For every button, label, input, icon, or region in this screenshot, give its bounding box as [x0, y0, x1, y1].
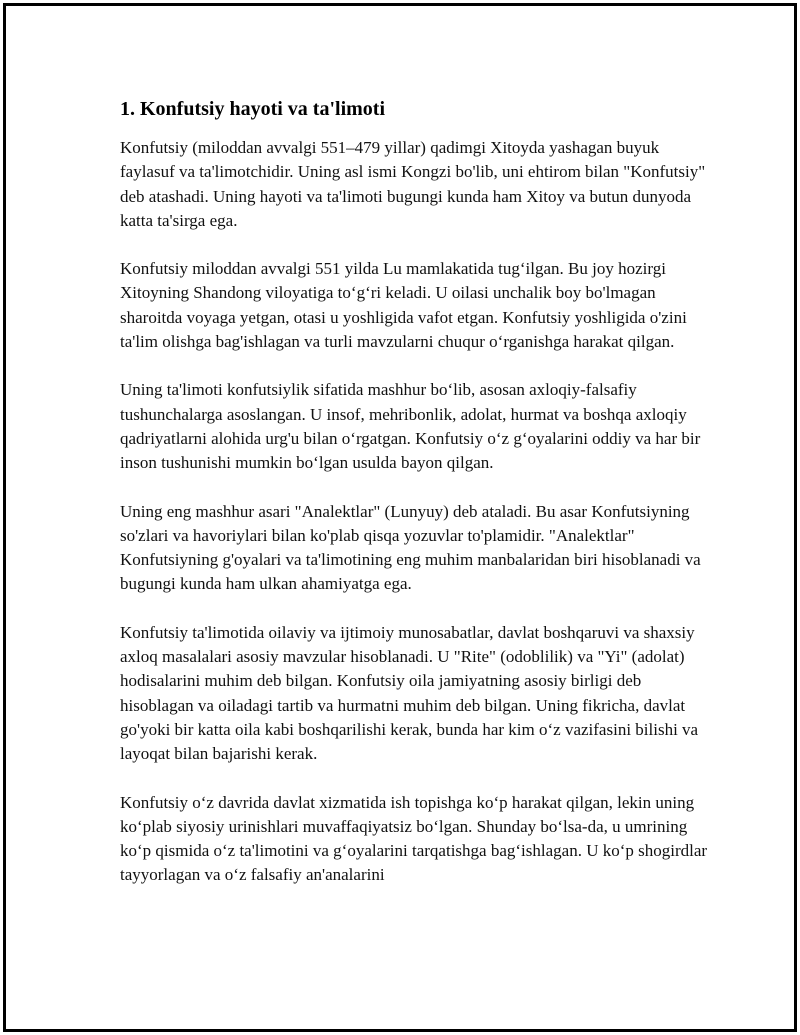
paragraph-birth: Konfutsiy miloddan avvalgi 551 yilda Lu mamlakatida tug‘ilgan. Bu joy hozirgi Xitoyning Shandong viloyatiga to‘g‘ri keladi. U oilasi unchalik boy bo'lmagan sharoitda voyaga yetgan, otasi u yoshligida vafot etgan. Konfutsiy yoshligida o'zini ta'lim olishga bag'ishlagan va turli mavzularni chuqur o‘rganishga harakat qilgan. — [120, 259, 687, 352]
section-heading: 1. Konfutsiy hayoti va ta'limoti — [120, 98, 386, 120]
paragraph-intro: Konfutsiy (miloddan avvalgi 551–479 yillar) qadimgi Xitoyda yashagan buyuk faylasuf va ta'limotchidir. Uning asl ismi Kongzi bo'lib, uni ehtirom bilan "Konfutsiy" deb atashadi. Uning hayoti va ta'limoti bugungi kunda ham Xitoy va butun dunyoda katta ta'sirga ega. — [120, 138, 706, 230]
page-frame — [3, 3, 797, 1032]
paragraph-analects: Uning eng mashhur asari "Analektlar" (Lunyuy) deb ataladi. Bu asar Konfutsiyning so'zlari va havoriylari bilan ko'plab qisqa yozuvlar to'plamidir. "Analektlar" Konfutsiyning g'oyalari va ta'limotining eng muhim manbalaridan biri hisoblanadi va bugungi kunda ham ulkan ahamiyatga ega. — [120, 501, 701, 594]
paragraph-teachings: Uning ta'limoti konfutsiylik sifatida mashhur bo‘lib, asosan axloqiy-falsafiy tushunchalarga asoslangan. U insof, mehribonlik, adolat, hurmat va boshqa axloqiy qadriyatlarni alohida urg'u bilan o‘rgatgan. Konfutsiy o‘z g‘oyalarini oddiy va har bir inson tushunishi mumkin bo‘lgan usulda bayon qilgan. — [120, 380, 701, 473]
document-body — [120, 96, 710, 912]
paragraph-social-relations: Konfutsiy ta'limotida oilaviy va ijtimoiy munosabatlar, davlat boshqaruvi va shaxsiy axloq masalalari asosiy mavzular hisoblanadi. U "Rite" (odoblilik) va "Yi" (adolat) hodisalarini muhim deb bilgan. Konfutsiy oila jamiyatning asosiy birligi deb hisoblagan va oiladagi tartib va hurmatni muhim deb bilgan. Uning fikricha, davlat go'yoki bir katta oila kabi boshqarilishi kerak, bunda har kim o‘z vazifasini bilishi va layoqat bilan bajarishi kerak. — [120, 622, 699, 764]
paragraph-state-service: Konfutsiy o‘z davrida davlat xizmatida ish topishga ko‘p harakat qilgan, lekin uning ko‘plab siyosiy urinishlari muvaffaqiyatsiz bo‘lgan. Shunday bo‘lsa-da, u umrining ko‘p qismida o‘z ta'limotini va g‘oyalarini tarqatishga bag‘ishlagan. U ko‘p shogirdlar tayyorlagan va o‘z falsafiy an'analarini — [120, 792, 708, 885]
